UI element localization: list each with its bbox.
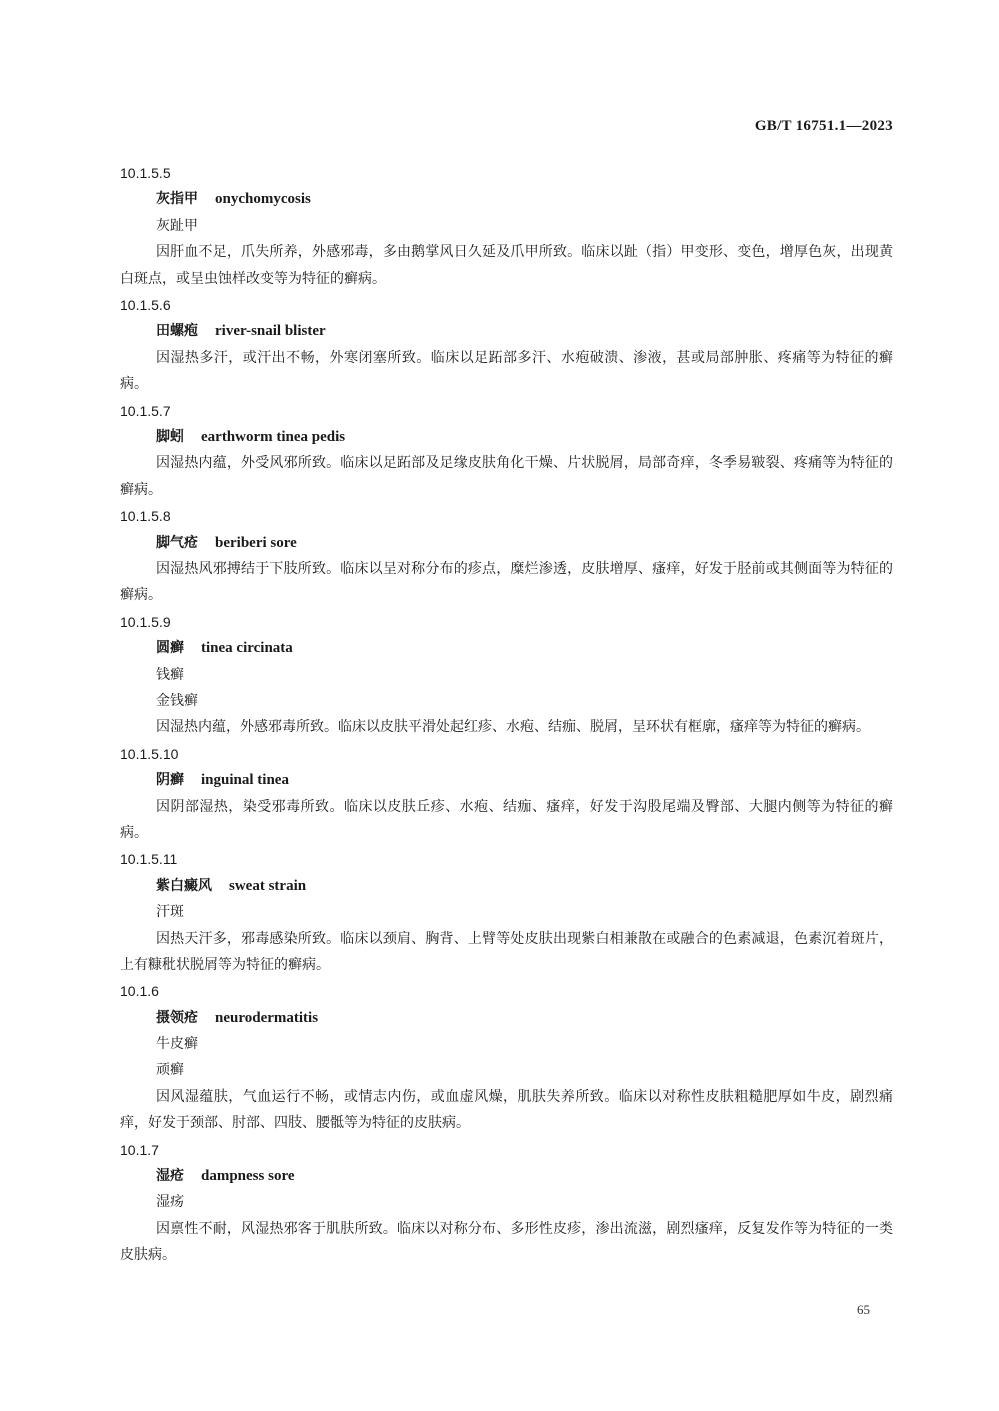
term-chinese: 脚气疮 — [156, 534, 198, 551]
entry-number: 10.1.5.7 — [120, 402, 171, 419]
term-entry — [120, 292, 893, 398]
term-chinese: 灰指甲 — [156, 191, 198, 208]
term-entry — [120, 160, 893, 292]
term-definition: 因湿热多汗，或汗出不畅，外寒闭塞所致。临床以足跖部多汗、水疱破溃、渗液，甚或局部肿胀、疼痛等为特征的癣病。 — [120, 349, 893, 393]
term-definition: 因肝血不足，爪失所养，外感邪毒，多由鹅掌风日久延及爪甲所致。临床以趾（指）甲变形、变色，增厚色灰，出现黄白斑点，或呈虫蚀样改变等为特征的癣病。 — [120, 244, 893, 287]
term-heading — [120, 635, 893, 661]
term-heading — [120, 530, 893, 556]
entry-number: 10.1.5.6 — [120, 296, 171, 313]
term-chinese: 紫白癜风 — [156, 877, 212, 894]
entry-number: 10.1.5.10 — [120, 745, 179, 762]
term-heading — [120, 1163, 893, 1189]
entry-number: 10.1.5.11 — [120, 851, 178, 868]
term-definition: 因热天汗多，邪毒感染所致。临床以颈肩、胸背、上臂等处皮肤出现紫白相兼散在或融合的色素减退，色素沉着斑片，上有糠秕状脱屑等为特征的癣病。 — [120, 930, 893, 973]
term-definition: 因湿热内蕴，外感邪毒所致。临床以皮肤平滑处起红疹、水疱、结痂、脱屑，呈环状有框廓，瘙痒等为特征的癣病。 — [156, 719, 870, 736]
term-chinese: 圆癣 — [156, 640, 184, 657]
term-english: river-snail blister — [215, 323, 326, 340]
term-synonym: 牛皮癣 — [156, 1036, 198, 1053]
term-heading — [120, 873, 893, 899]
term-synonym: 金钱癣 — [156, 692, 198, 709]
term-synonym: 汗斑 — [156, 904, 184, 921]
term-english: sweat strain — [229, 877, 307, 894]
term-definition: 因阴部湿热，染受邪毒所致。临床以皮肤丘疹、水疱、结痂、瘙痒，好发于沟股尾端及臀部、大腿内侧等为特征的癣病。 — [120, 798, 893, 841]
term-english: beriberi sore — [215, 534, 297, 551]
term-entry — [120, 503, 893, 609]
standard-code: GB/T 16751.1—2023 — [754, 118, 893, 134]
term-entry — [120, 1137, 893, 1269]
term-english: tinea circinata — [201, 640, 293, 657]
term-entry — [120, 741, 893, 847]
term-heading — [120, 318, 893, 344]
term-synonym: 钱癣 — [156, 666, 184, 683]
entry-number: 10.1.5.9 — [120, 613, 171, 630]
term-entry — [120, 398, 893, 504]
term-heading — [120, 424, 893, 450]
term-chinese: 摄领疮 — [156, 1009, 198, 1026]
term-english: dampness sore — [201, 1168, 295, 1185]
document-body — [120, 160, 893, 1269]
term-definition: 因禀性不耐，风湿热邪客于肌肤所致。临床以对称分布、多形性皮疹，渗出流滋，剧烈瘙痒，反复发作等为特征的一类皮肤病。 — [120, 1220, 893, 1264]
page-number: 65 — [857, 1302, 870, 1317]
term-heading — [120, 186, 893, 212]
term-english: earthworm tinea pedis — [201, 428, 346, 445]
term-english: inguinal tinea — [201, 772, 289, 789]
term-heading — [120, 767, 893, 793]
term-chinese: 田螺疱 — [156, 323, 198, 340]
term-english: neurodermatitis — [215, 1009, 319, 1026]
term-chinese: 湿疮 — [156, 1168, 184, 1185]
term-chinese: 脚蚓 — [156, 428, 184, 445]
term-heading — [120, 1005, 893, 1031]
term-chinese: 阴癣 — [156, 772, 184, 789]
term-definition: 因湿热内蕴，外受风邪所致。临床以足跖部及足缘皮肤角化干燥、片状脱屑，局部奇痒，冬季易皲裂、疼痛等为特征的癣病。 — [120, 455, 893, 498]
term-english: onychomycosis — [215, 191, 311, 208]
entry-number: 10.1.5.5 — [120, 165, 171, 181]
term-synonym: 顽癣 — [156, 1062, 184, 1079]
term-definition: 因湿热风邪搏结于下肢所致。临床以呈对称分布的疹点，糜烂渗透，皮肤增厚、瘙痒，好发于胫前或其侧面等为特征的癣病。 — [120, 560, 893, 604]
term-definition: 因风湿蕴肤，气血运行不畅，或情志内伤，或血虚风燥，肌肤失养所致。临床以对称性皮肤粗糙肥厚如牛皮，剧烈痛痒，好发于颈部、肘部、四肢、腰骶等为特征的皮肤病。 — [120, 1088, 893, 1132]
entry-number: 10.1.6 — [120, 983, 159, 1000]
entry-number: 10.1.7 — [120, 1141, 159, 1158]
entry-number: 10.1.5.8 — [120, 508, 171, 525]
term-entry — [120, 978, 893, 1136]
term-entry — [120, 846, 893, 978]
term-synonym: 湿疡 — [156, 1194, 184, 1211]
term-synonym: 灰趾甲 — [156, 217, 198, 234]
term-entry — [120, 609, 893, 741]
